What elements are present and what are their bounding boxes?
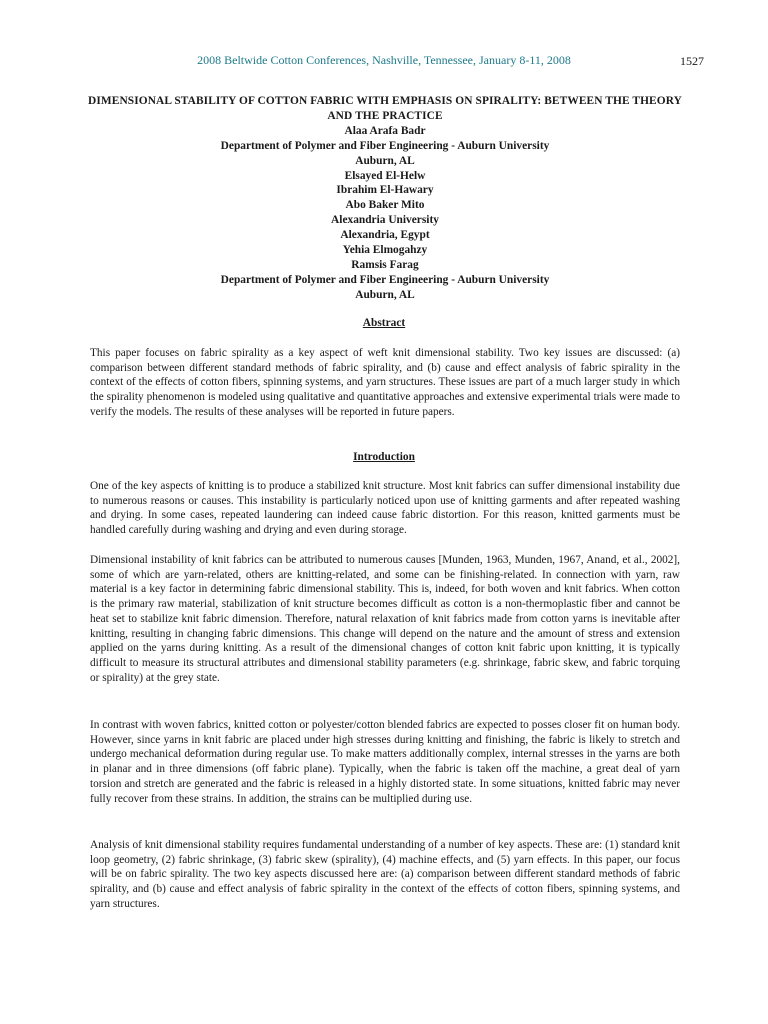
- author-name: Alaa Arafa Badr: [344, 124, 426, 137]
- introduction-paragraph-3: In contrast with woven fabrics, knitted cotton or polyester/cotton blended fabrics are expected to posses closer fit on human body. However, since yarns in knit fabric are placed under high stresses during knitting and finishing, the fabric is likely to stretch and undergo mechanical deformation during regular use. To make matters additionally complex, internal stresses in the yarns are both in planar and in three dimensions (off fabric plane). Typically, when the fabric is taken off the machine, a great deal of yarn torsion and stretch are generated and the fabric is released in a highly distorted state. In some situations, knitted fabric may never fully recover from these strains. In addition, the strains can be multiplied during use.: [90, 719, 680, 805]
- introduction-paragraph-1: One of the key aspects of knitting is to produce a stabilized knit structure. Most knit fabrics can suffer dimensional instability due to numerous reasons or causes. This instability is particularly noticed upon use of knitting garments and after repeated washing and drying. In some cases, repeated laundering can indeed cause fabric distortion. For this reason, knitted garments must be handled carefully during washing and drying and even during storage.: [90, 480, 680, 537]
- author-affiliation: Department of Polymer and Fiber Engineering - Auburn University: [220, 139, 550, 152]
- abstract-heading: Abstract: [362, 317, 406, 329]
- abstract-paragraph: This paper focuses on fabric spirality as a key aspect of weft knit dimensional stability. Two key issues are discussed: (a) comparison between different standard methods of fabric spirality, and (b) cause and effect analysis of fabric spirality in the context of the effects of cotton fibers, spinning systems, and yarn structures. These issues are part of a much larger study in which the spirality phenomenon is modeled using qualitative and quantitative approaches and extensive experimental trials were made to verify the models. The results of these analyses will be reported in future papers.: [90, 347, 680, 418]
- introduction-heading: Introduction: [353, 451, 415, 463]
- author-location: Alexandria, Egypt: [340, 229, 430, 242]
- introduction-paragraph-2: Dimensional instability of knit fabrics can be attributed to numerous causes [Munden, 1963, Munden, 1967, Anand, et al., 2002], some of which are yarn-related, others are knitting-related, and some can be finishing-related. In connection with yarn, raw material is a key factor in determining fabric dimensional stability. This is, indeed, for both woven and knit fabrics. When cotton is the primary raw material, stabilization of knit structure becomes difficult as cotton is a non-thermoplastic fiber and cannot be heat set to stabilize knit fabric dimension. Therefore, natural relaxation of knit fabrics made from cotton yarns is inevitable after knitting, resulting in changing fabric dimensions. This change will depend on the nature and the amount of stress and extension applied on the yarns during knitting. As a result of the dimensional changes of cotton knit fabric upon knitting, it is typically difficult to measure its structural attributes and dimensional stability parameters (e.g. shrinkage, fabric skew, and fabric torquing or spirality) at the grey state.: [90, 554, 680, 684]
- page-number: 1527: [680, 54, 704, 68]
- author-affiliation: Alexandria University: [331, 214, 439, 227]
- title-block: [80, 94, 690, 303]
- author-location: Auburn, AL: [355, 154, 415, 167]
- author-name: Ibrahim El-Hawary: [336, 184, 434, 197]
- paper-title: DIMENSIONAL STABILITY OF COTTON FABRIC WITH EMPHASIS ON SPIRALITY: BETWEEN THE THEORY AND THE PRACTICE: [88, 95, 682, 122]
- author-name: Abo Baker Mito: [345, 199, 425, 212]
- introduction-paragraph-4: Analysis of knit dimensional stability requires fundamental understanding of a number of key aspects. These are: (1) standard knit loop geometry, (2) fabric shrinkage, (3) fabric skew (spirality), (4) machine effects, and (5) yarn effects. In this paper, our focus will be on fabric spirality. The two key aspects discussed here are: (a) comparison between different standard methods of fabric spirality, and (b) cause and effect analysis of fabric spirality in the context of the effects of cotton fibers, spinning systems, and yarn structures.: [90, 839, 680, 910]
- author-affiliation: Department of Polymer and Fiber Engineering - Auburn University: [220, 273, 550, 286]
- conference-header: 2008 Beltwide Cotton Conferences, Nashville, Tennessee, January 8-11, 2008: [197, 53, 571, 67]
- author-location: Auburn, AL: [355, 288, 415, 301]
- author-name: Ramsis Farag: [351, 258, 419, 271]
- author-name: Elsayed El-Helw: [344, 169, 426, 182]
- author-name: Yehia Elmogahzy: [342, 244, 428, 257]
